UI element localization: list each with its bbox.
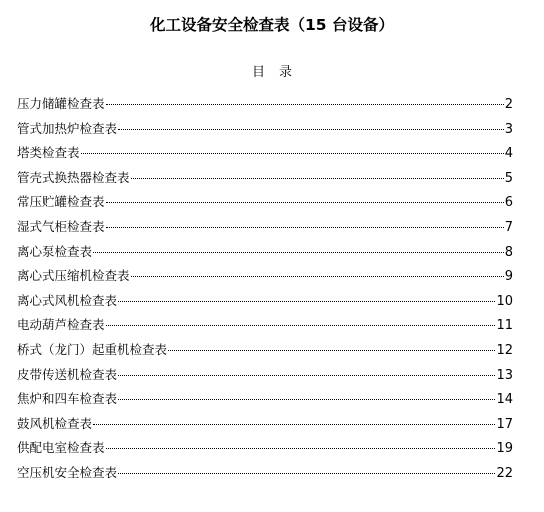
toc-dot-leader: [106, 202, 504, 203]
document-title: 化工设备安全检查表（15 台设备）: [150, 16, 394, 34]
toc-entry-page: 22: [496, 465, 513, 481]
toc-entry-label: 供配电室检查表: [17, 440, 105, 456]
toc-entry[interactable]: [17, 364, 513, 389]
toc-entry-page: 8: [504, 244, 513, 260]
toc-dot-leader: [118, 375, 495, 376]
toc-entry-page: 14: [496, 392, 513, 408]
toc-entry-page: 17: [496, 416, 513, 432]
toc-dot-leader: [106, 104, 504, 105]
toc-entry-page: 12: [496, 342, 513, 358]
toc-entry-label: 桥式（龙门）起重机检查表: [17, 341, 168, 357]
toc-dot-leader: [81, 153, 504, 154]
toc-entry-page: 10: [496, 293, 513, 309]
toc-entry[interactable]: [17, 388, 513, 413]
toc-dot-leader: [106, 325, 496, 326]
toc-entry-page: 13: [496, 367, 513, 383]
toc-entry-label: 皮带传送机检查表: [17, 366, 118, 382]
toc-entry-label: 管式加热炉检查表: [17, 120, 118, 136]
toc-dot-leader: [118, 399, 495, 400]
toc-entry[interactable]: [17, 437, 513, 462]
toc-entry-label: 常压贮罐检查表: [17, 194, 105, 210]
toc-entry-page: 6: [504, 195, 513, 211]
toc-entry-page: 5: [504, 170, 513, 186]
toc-entry[interactable]: [17, 314, 513, 339]
toc-dot-leader: [118, 301, 495, 302]
toc-entry[interactable]: [17, 241, 513, 266]
toc-dot-leader: [118, 473, 495, 474]
toc-entry[interactable]: [17, 167, 513, 192]
toc-entry-label: 湿式气柜检查表: [17, 218, 105, 234]
toc-entry-label: 塔类检查表: [17, 145, 80, 161]
toc-entry-page: 3: [504, 121, 513, 137]
toc-entry-page: 9: [504, 269, 513, 285]
toc-entry-label: 离心式压缩机检查表: [17, 268, 130, 284]
toc-dot-leader: [118, 129, 504, 130]
toc-entry-label: 离心泵检查表: [17, 243, 93, 259]
toc-entry[interactable]: [17, 339, 513, 364]
toc-entry-label: 压力储罐检查表: [17, 96, 105, 111]
toc-dot-leader: [131, 178, 504, 179]
toc-entry[interactable]: [17, 290, 513, 315]
toc-dot-leader: [93, 252, 504, 253]
toc-entry-label: 空压机安全检查表: [17, 464, 118, 480]
toc-entry-page: 4: [504, 146, 513, 162]
toc-entry-label: 离心式风机检查表: [17, 292, 118, 308]
toc-entry[interactable]: [17, 93, 513, 118]
toc-entry[interactable]: [17, 191, 513, 216]
toc-heading: 目录: [251, 65, 306, 80]
toc-dot-leader: [168, 350, 495, 351]
toc-entry-page: 2: [504, 97, 513, 112]
toc-entry-label: 电动葫芦检查表: [17, 317, 105, 333]
toc-dot-leader: [131, 276, 504, 277]
toc-entry[interactable]: [17, 413, 513, 438]
toc-entry[interactable]: [17, 118, 513, 143]
table-of-contents: [17, 93, 513, 487]
toc-dot-leader: [93, 424, 495, 425]
toc-dot-leader: [106, 227, 504, 228]
toc-entry-label: 焦炉和四车检查表: [17, 391, 118, 407]
toc-entry[interactable]: [17, 462, 513, 487]
toc-entry[interactable]: [17, 265, 513, 290]
toc-entry-page: 19: [496, 441, 513, 457]
toc-entry[interactable]: [17, 216, 513, 241]
toc-entry-label: 鼓风机检查表: [17, 415, 93, 431]
toc-entry-page: 7: [504, 219, 513, 235]
toc-entry[interactable]: [17, 142, 513, 167]
toc-entry-page: 11: [496, 318, 513, 334]
toc-dot-leader: [106, 448, 496, 449]
toc-entry-label: 管壳式换热器检查表: [17, 169, 130, 185]
